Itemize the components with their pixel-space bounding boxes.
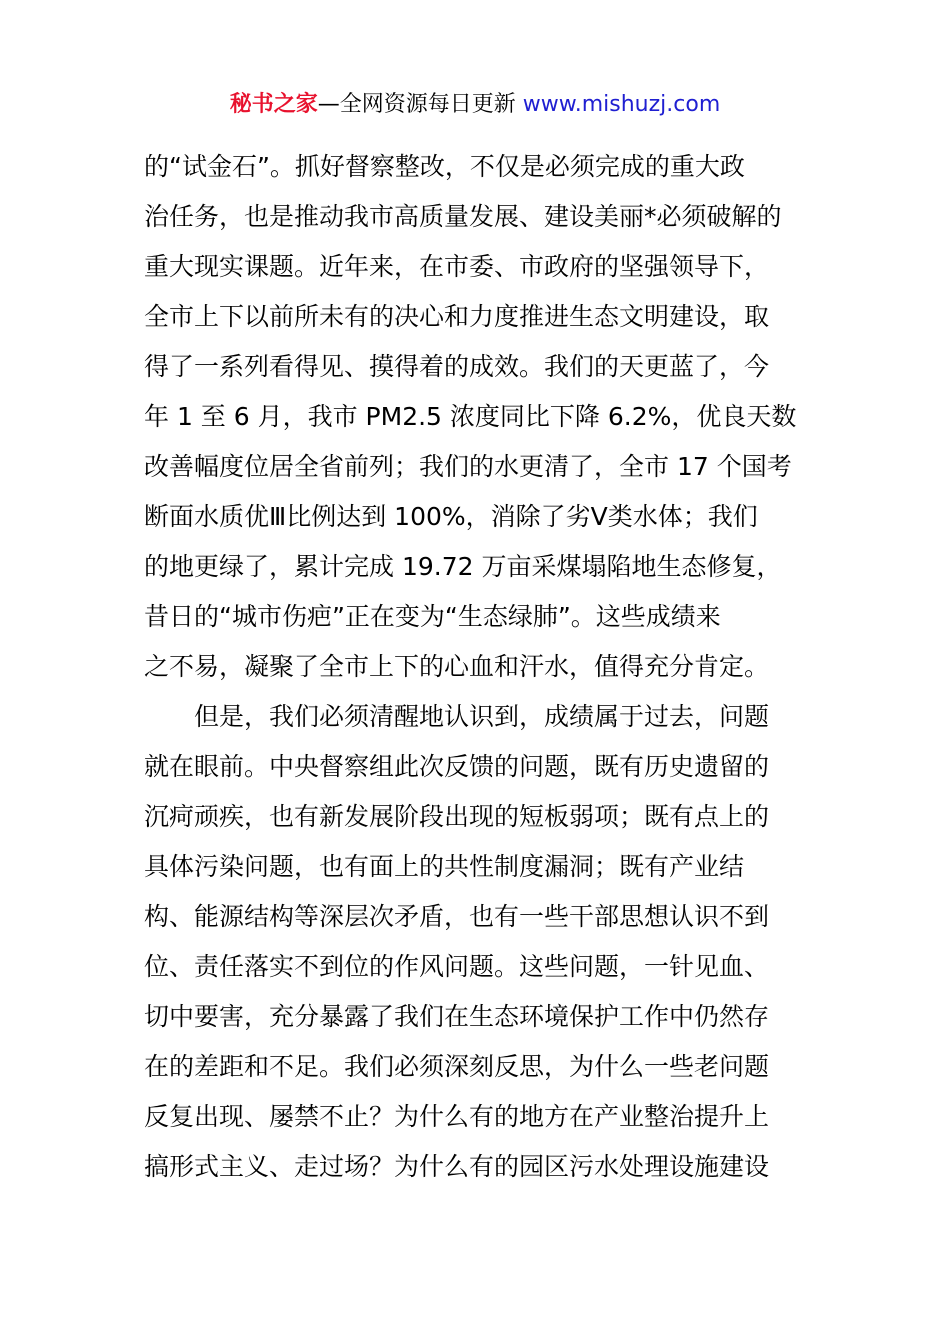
text-line: 就在眼前。中央督察组此次反馈的问题，既有历史遗留的 xyxy=(144,752,770,781)
text-line: 沉疴顽疾，也有新发展阶段出现的短板弱项；既有点上的 xyxy=(144,802,770,831)
text-line: 昔日的“城市伤疤”正在变为“生态绿肺”。这些成绩来 xyxy=(144,602,721,631)
text-line: 具体污染问题，也有面上的共性制度漏洞；既有产业结 xyxy=(144,852,745,881)
text-line: 断面水质优Ⅲ比例达到 100%，消除了劣Ⅴ类水体；我们 xyxy=(144,502,758,531)
text-line: 全市上下以前所未有的决心和力度推进生态文明建设，取 xyxy=(144,302,770,331)
text-line: 的地更绿了，累计完成 19.72 万亩采煤塌陷地生态修复， xyxy=(144,552,782,581)
text-line: 反复出现、屡禁不止？为什么有的地方在产业整治提升上 xyxy=(144,1102,770,1131)
header-tagline: —全网资源每日更新 xyxy=(317,92,516,117)
page-header xyxy=(0,88,950,122)
text-line: 搞形式主义、走过场？为什么有的园区污水处理设施建设 xyxy=(144,1152,770,1181)
text-line: 年 1 至 6 月，我市 PM2.5 浓度同比下降 6.2%，优良天数 xyxy=(144,402,797,431)
text-line: 得了一系列看得见、摸得着的成效。我们的天更蓝了，今 xyxy=(144,352,770,381)
text-line: 切中要害，充分暴露了我们在生态环境保护工作中仍然存 xyxy=(144,1002,770,1031)
text-line: 构、能源结构等深层次矛盾，也有一些干部思想认识不到 xyxy=(144,902,770,931)
document-body xyxy=(144,142,808,1192)
text-line: 之不易，凝聚了全市上下的心血和汗水，值得充分肯定。 xyxy=(144,652,770,681)
header-brand: 秘书之家 xyxy=(229,92,318,117)
text-line: 但是，我们必须清醒地认识到，成绩属于过去，问题 xyxy=(144,702,770,731)
text-line: 治任务，也是推动我市高质量发展、建设美丽*必须破解的 xyxy=(144,202,782,231)
text-line: 重大现实课题。近年来，在市委、市政府的坚强领导下， xyxy=(144,252,770,281)
header-url-link[interactable]: www.mishuzj.com xyxy=(522,92,721,117)
text-line: 改善幅度位居全省前列；我们的水更清了，全市 17 个国考 xyxy=(144,452,792,481)
text-line: 位、责任落实不到位的作风问题。这些问题，一针见血、 xyxy=(144,952,770,981)
text-line: 的“试金石”。抓好督察整改，不仅是必须完成的重大政 xyxy=(144,152,745,181)
text-line: 在的差距和不足。我们必须深刻反思，为什么一些老问题 xyxy=(144,1052,770,1081)
